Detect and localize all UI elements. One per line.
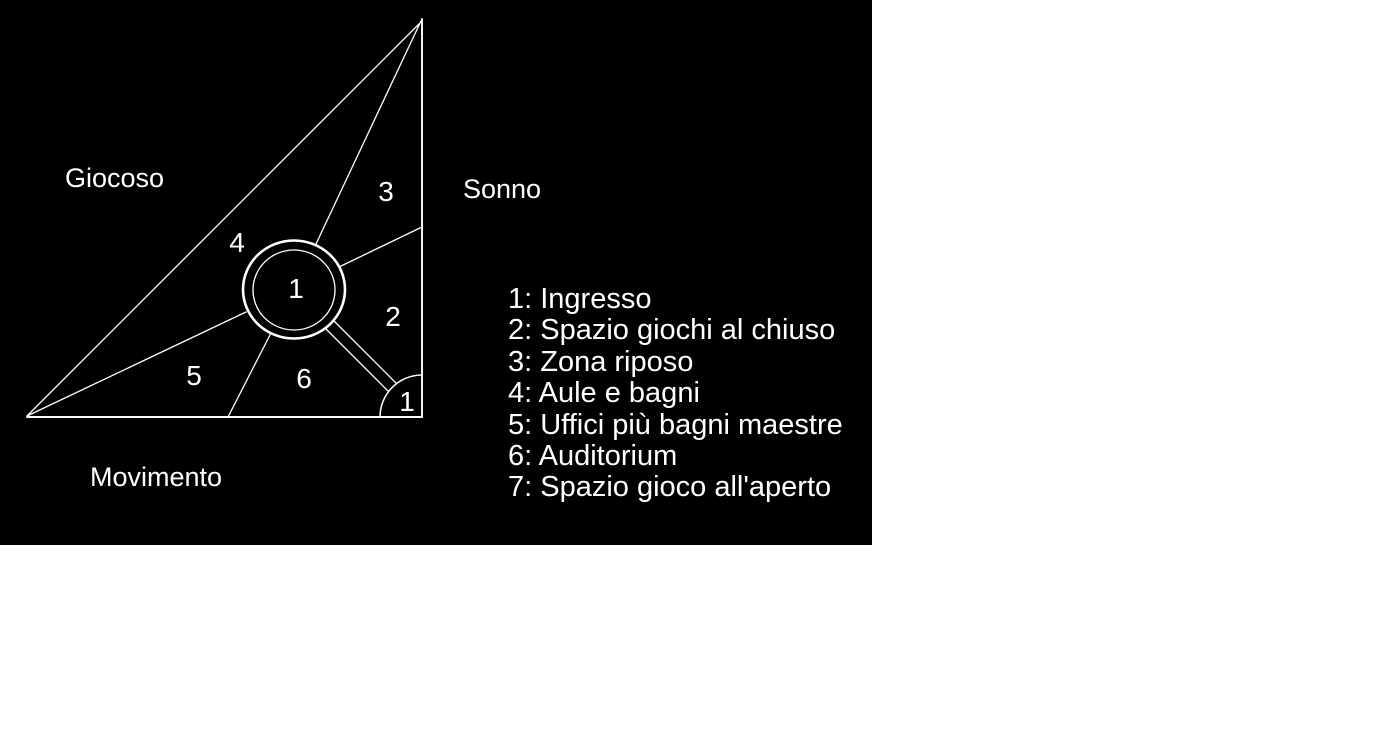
- region-number-5: 5: [186, 360, 202, 391]
- region-number-4: 4: [229, 227, 245, 258]
- paint-drawing-area: [0, 0, 872, 545]
- zoning-diagram: [0, 0, 872, 545]
- region-number-hub: 1: [288, 273, 304, 304]
- area-label-movimento: Movimento: [90, 462, 223, 492]
- area-label-sonno: Sonno: [463, 174, 542, 204]
- legend-item-5: 5: Uffici più bagni maestre: [508, 409, 843, 441]
- legend-item-6: 6: Auditorium: [508, 440, 678, 472]
- area-label-giocoso: Giocoso: [65, 163, 165, 193]
- legend-item-1: 1: Ingresso: [508, 283, 652, 315]
- region-number-3: 3: [378, 176, 394, 207]
- region-number-2: 2: [385, 301, 401, 332]
- legend-item-7: 7: Spazio gioco all'aperto: [508, 471, 832, 503]
- legend-item-2: 2: Spazio giochi al chiuso: [508, 314, 836, 346]
- legend-item-4: 4: Aule e bagni: [508, 377, 700, 409]
- legend-item-3: 3: Zona riposo: [508, 346, 694, 378]
- region-number-entrance: 1: [399, 386, 415, 417]
- region-number-6: 6: [296, 363, 312, 394]
